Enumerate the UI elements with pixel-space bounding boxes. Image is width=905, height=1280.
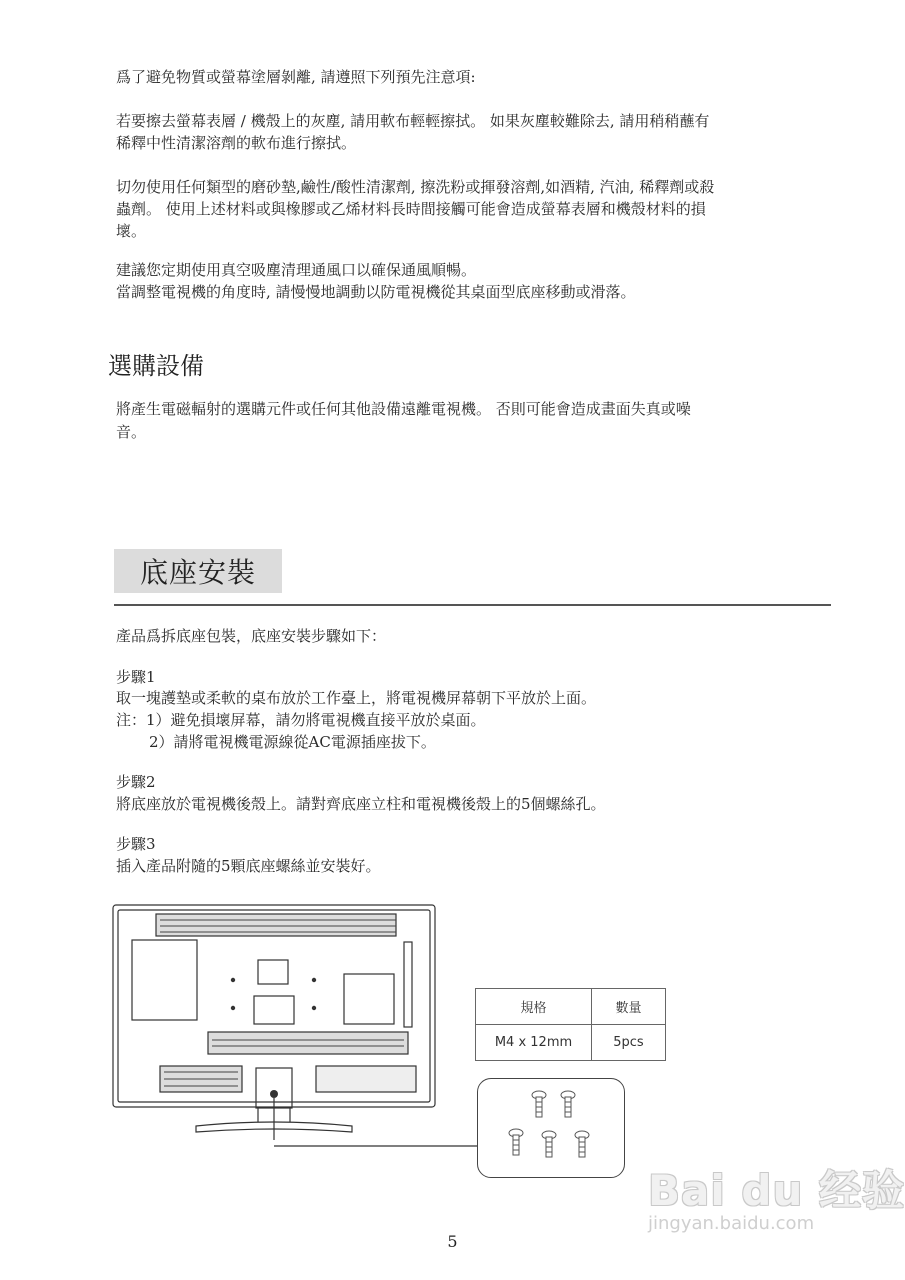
step2-text: 將底座放於電視機後殼上。請對齊底座立柱和電視機後殼上的5個螺絲孔。 [116,795,606,813]
step3-title: 步驟3 [116,835,156,853]
intro-line-7: 建議您定期使用真空吸塵清理通風口以確保通風順暢。 [116,261,477,279]
table-row [476,1025,666,1061]
intro-line-3: 稀釋中性清潔溶劑的軟布進行擦拭。 [116,134,357,152]
table-header-row [476,989,666,1025]
screws-box [477,1078,625,1178]
optional-line-2: 音。 [116,423,147,441]
intro-line-1: 爲了避免物質或螢幕塗層剝離, 請遵照下列預先注意項: [116,68,476,86]
screw-spec-table [475,988,666,1061]
cell-qty: 5pcs [592,1025,666,1061]
screw-icon [561,1091,575,1117]
intro-line-8: 當調整電視機的角度時, 請慢慢地調動以防電視機從其桌面型底座移動或滑落。 [116,283,636,301]
screw-icon [509,1129,523,1155]
baidu-watermark: Bai du 经验 [648,1166,905,1215]
tv-rear-illustration [108,900,448,1140]
intro-line-2: 若要擦去螢幕表層 / 機殼上的灰塵, 請用軟布輕輕擦拭。 如果灰塵較難除去, 請用稍稍蘸有 [116,112,710,130]
optional-equipment-heading: 選購設備 [108,352,204,380]
intro-line-5: 蟲劑。 使用上述材料或與橡膠或乙烯材料長時間接觸可能會造成螢幕表層和機殼材料的損 [116,200,706,218]
optional-line-1: 將產生電磁輻射的選購元件或任何其他設備遠離電視機。 否則可能會造成畫面失真或噪 [116,400,691,418]
screw-icon [532,1091,546,1117]
step1-note-2: 2）請將電視機電源線從AC電源插座拔下。 [149,733,436,751]
step3-text: 插入產品附隨的5顆底座螺絲並安裝好。 [116,857,381,875]
header-qty: 數量 [592,989,666,1025]
section-divider [114,604,831,606]
header-spec: 規格 [476,989,592,1025]
stand-install-heading: 底座安裝 [114,549,282,593]
step1-note-1: 注：1）避免損壞屏幕，請勿將電視機直接平放於桌面。 [116,711,486,729]
stand-intro: 產品爲拆底座包裝，底座安裝步驟如下： [116,627,387,645]
leader-line [272,1140,482,1152]
screw-icon [542,1131,556,1157]
page-number: 5 [447,1232,458,1251]
watermark-url: jingyan.baidu.com [648,1213,815,1234]
intro-line-4: 切勿使用任何類型的磨砂墊,鹼性/酸性清潔劑, 擦洗粉或揮發溶劑,如酒精, 汽油, 稀釋劑或殺 [116,178,715,196]
step2-title: 步驟2 [116,773,156,791]
step1-text: 取一塊護墊或柔軟的桌布放於工作臺上，將電視機屏幕朝下平放於上面。 [116,689,597,707]
cell-spec: M4 x 12mm [476,1025,592,1061]
screw-icon [575,1131,589,1157]
screw-icons [478,1079,624,1177]
step1-title: 步驟1 [116,668,156,686]
intro-line-6: 壞。 [116,222,147,240]
